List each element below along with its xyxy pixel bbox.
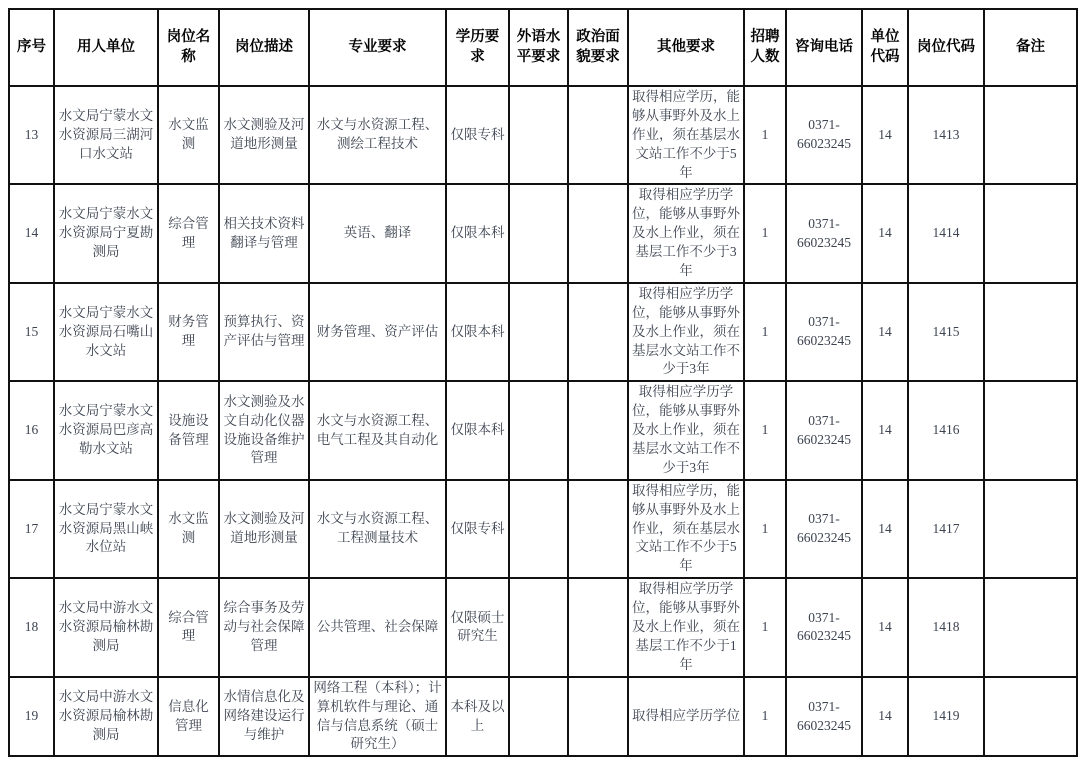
- cell-unit-code: 14: [862, 86, 908, 184]
- cell-unit-code: 14: [862, 677, 908, 757]
- cell-serial: 14: [9, 184, 54, 282]
- cell-employer: 水文局中游水文水资源局榆林勘测局: [54, 578, 158, 676]
- cell-employer: 水文局宁蒙水文水资源局巴彦高勒水文站: [54, 381, 158, 479]
- cell-remarks: [984, 184, 1077, 282]
- cell-phone: 0371-66023245: [786, 677, 862, 757]
- cell-serial: 17: [9, 480, 54, 578]
- cell-phone: 0371-66023245: [786, 578, 862, 676]
- table-row: [9, 480, 1077, 578]
- column-header-phone: 咨询电话: [786, 9, 862, 86]
- cell-headcount: 1: [744, 184, 786, 282]
- cell-major-req: 水文与水资源工程、测绘工程技术: [309, 86, 446, 184]
- cell-education-req: 仅限硕士研究生: [446, 578, 509, 676]
- table-row: [9, 677, 1077, 757]
- cell-education-req: 仅限本科: [446, 283, 509, 381]
- cell-other-req: 取得相应学历学位: [628, 677, 744, 757]
- cell-political-status-req: [568, 381, 628, 479]
- cell-position-desc: 水情信息化及网络建设运行与维护: [219, 677, 309, 757]
- cell-phone: 0371-66023245: [786, 184, 862, 282]
- column-header-major-req: 专业要求: [309, 9, 446, 86]
- cell-major-req: 网络工程（本科）；计算机软件与理论、通信与信息系统（硕士研究生）: [309, 677, 446, 757]
- cell-employer: 水文局宁蒙水文水资源局宁夏勘测局: [54, 184, 158, 282]
- cell-education-req: 仅限专科: [446, 86, 509, 184]
- cell-other-req: 取得相应学历学位，能够从事野外及水上作业，须在基层工作不少于3年: [628, 184, 744, 282]
- cell-position-desc: 水文测验及河道地形测量: [219, 480, 309, 578]
- cell-foreign-lang-req: [509, 184, 568, 282]
- cell-phone: 0371-66023245: [786, 480, 862, 578]
- table-row: [9, 381, 1077, 479]
- cell-political-status-req: [568, 578, 628, 676]
- column-header-remarks: 备注: [984, 9, 1077, 86]
- cell-position-code: 1413: [908, 86, 984, 184]
- column-header-other-req: 其他要求: [628, 9, 744, 86]
- cell-major-req: 财务管理、资产评估: [309, 283, 446, 381]
- cell-unit-code: 14: [862, 184, 908, 282]
- cell-position-name: 水文监测: [158, 86, 219, 184]
- cell-other-req: 取得相应学历学位，能够从事野外及水上作业，须在基层水文站工作不少于3年: [628, 381, 744, 479]
- cell-remarks: [984, 578, 1077, 676]
- cell-position-name: 综合管理: [158, 578, 219, 676]
- cell-major-req: 水文与水资源工程、电气工程及其自动化: [309, 381, 446, 479]
- cell-serial: 18: [9, 578, 54, 676]
- cell-foreign-lang-req: [509, 480, 568, 578]
- column-header-headcount: 招聘人数: [744, 9, 786, 86]
- table-row: [9, 86, 1077, 184]
- cell-position-name: 水文监测: [158, 480, 219, 578]
- recruitment-table: [8, 8, 1078, 757]
- column-header-education-req: 学历要求: [446, 9, 509, 86]
- cell-phone: 0371-66023245: [786, 283, 862, 381]
- cell-education-req: 仅限本科: [446, 381, 509, 479]
- table-row: [9, 283, 1077, 381]
- cell-employer: 水文局宁蒙水文水资源局黑山峡水位站: [54, 480, 158, 578]
- column-header-employer: 用人单位: [54, 9, 158, 86]
- cell-major-req: 公共管理、社会保障: [309, 578, 446, 676]
- cell-remarks: [984, 480, 1077, 578]
- cell-position-code: 1415: [908, 283, 984, 381]
- cell-other-req: 取得相应学历学位，能够从事野外及水上作业，须在基层水文站工作不少于3年: [628, 283, 744, 381]
- cell-position-name: 财务管理: [158, 283, 219, 381]
- cell-position-desc: 预算执行、资产评估与管理: [219, 283, 309, 381]
- cell-unit-code: 14: [862, 578, 908, 676]
- cell-position-code: 1414: [908, 184, 984, 282]
- column-header-position-desc: 岗位描述: [219, 9, 309, 86]
- cell-serial: 13: [9, 86, 54, 184]
- cell-position-desc: 综合事务及劳动与社会保障管理: [219, 578, 309, 676]
- table-row: [9, 184, 1077, 282]
- cell-remarks: [984, 381, 1077, 479]
- cell-remarks: [984, 86, 1077, 184]
- cell-headcount: 1: [744, 86, 786, 184]
- cell-serial: 15: [9, 283, 54, 381]
- cell-foreign-lang-req: [509, 86, 568, 184]
- cell-unit-code: 14: [862, 480, 908, 578]
- cell-position-desc: 水文测验及河道地形测量: [219, 86, 309, 184]
- cell-education-req: 本科及以上: [446, 677, 509, 757]
- cell-other-req: 取得相应学历学位，能够从事野外及水上作业，须在基层工作不少于1年: [628, 578, 744, 676]
- cell-position-desc: 水文测验及水文自动化仪器设施设备维护管理: [219, 381, 309, 479]
- cell-headcount: 1: [744, 578, 786, 676]
- cell-foreign-lang-req: [509, 578, 568, 676]
- cell-employer: 水文局宁蒙水文水资源局三湖河口水文站: [54, 86, 158, 184]
- cell-headcount: 1: [744, 677, 786, 757]
- table-header-row: [9, 9, 1077, 86]
- cell-employer: 水文局中游水文水资源局榆林勘测局: [54, 677, 158, 757]
- cell-education-req: 仅限专科: [446, 480, 509, 578]
- column-header-position-code: 岗位代码: [908, 9, 984, 86]
- cell-headcount: 1: [744, 283, 786, 381]
- cell-phone: 0371-66023245: [786, 381, 862, 479]
- cell-political-status-req: [568, 184, 628, 282]
- cell-political-status-req: [568, 86, 628, 184]
- cell-unit-code: 14: [862, 283, 908, 381]
- cell-position-code: 1417: [908, 480, 984, 578]
- column-header-serial: 序号: [9, 9, 54, 86]
- cell-education-req: 仅限本科: [446, 184, 509, 282]
- cell-foreign-lang-req: [509, 677, 568, 757]
- cell-serial: 16: [9, 381, 54, 479]
- cell-position-code: 1418: [908, 578, 984, 676]
- cell-position-code: 1416: [908, 381, 984, 479]
- column-header-political-status-req: 政治面貌要求: [568, 9, 628, 86]
- cell-major-req: 水文与水资源工程、工程测量技术: [309, 480, 446, 578]
- cell-headcount: 1: [744, 381, 786, 479]
- cell-position-name: 综合管理: [158, 184, 219, 282]
- column-header-foreign-lang-req: 外语水平要求: [509, 9, 568, 86]
- cell-employer: 水文局宁蒙水文水资源局石嘴山水文站: [54, 283, 158, 381]
- cell-other-req: 取得相应学历，能够从事野外及水上作业，须在基层水文站工作不少于5年: [628, 86, 744, 184]
- column-header-position-name: 岗位名称: [158, 9, 219, 86]
- cell-foreign-lang-req: [509, 381, 568, 479]
- cell-serial: 19: [9, 677, 54, 757]
- cell-position-desc: 相关技术资料翻译与管理: [219, 184, 309, 282]
- cell-position-name: 设施设备管理: [158, 381, 219, 479]
- cell-major-req: 英语、翻译: [309, 184, 446, 282]
- column-header-unit-code: 单位代码: [862, 9, 908, 86]
- cell-foreign-lang-req: [509, 283, 568, 381]
- table-row: [9, 578, 1077, 676]
- cell-phone: 0371-66023245: [786, 86, 862, 184]
- cell-remarks: [984, 283, 1077, 381]
- cell-political-status-req: [568, 283, 628, 381]
- cell-position-name: 信息化管理: [158, 677, 219, 757]
- cell-political-status-req: [568, 677, 628, 757]
- cell-remarks: [984, 677, 1077, 757]
- cell-unit-code: 14: [862, 381, 908, 479]
- cell-political-status-req: [568, 480, 628, 578]
- cell-headcount: 1: [744, 480, 786, 578]
- cell-other-req: 取得相应学历，能够从事野外及水上作业，须在基层水文站工作不少于5年: [628, 480, 744, 578]
- cell-position-code: 1419: [908, 677, 984, 757]
